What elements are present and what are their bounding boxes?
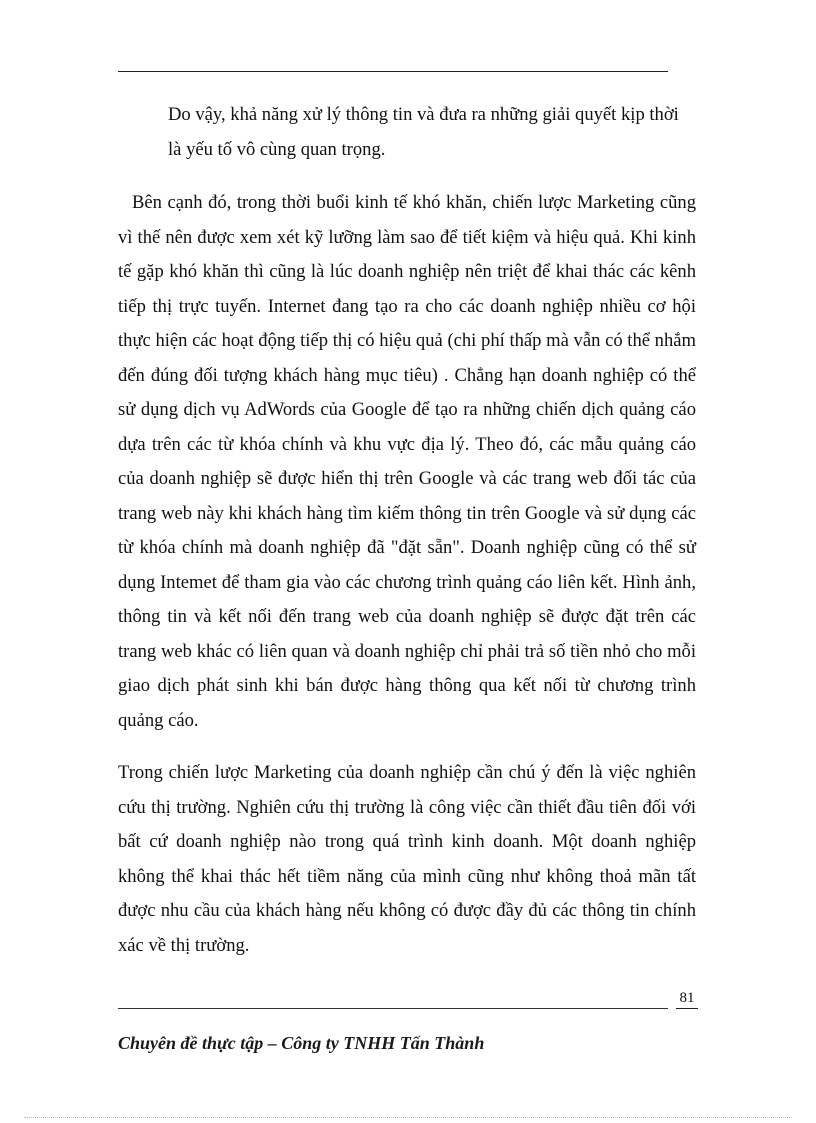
body-paragraph-2 (118, 186, 696, 738)
quote-line-1: Do vậy, khả năng xử lý thông tin và đưa ra những giải quyết kịp thời (168, 104, 679, 125)
footer-rule (118, 1008, 668, 1009)
header-rule (118, 71, 668, 72)
paragraph-2-text: Bên cạnh đó, trong thời buổi kinh tế khó khăn, chiến lược Marketing cũng vì thế nên được xem xét kỹ lưỡng làm sao để tiết kiệm và hiệu quả. Khi kinh tế gặp khó khăn thì cũng là lúc doanh nghiệp nên triệt để khai thác các kênh tiếp thị trực tuyến. Internet đang tạo ra cho các doanh nghiệp nhiều cơ hội thực hiện các hoạt động tiếp thị có hiệu quả (chi phí thấp mà vẫn có thể nhắm đến đúng đối tượng khách hàng mục tiêu) . Chẳng hạn doanh nghiệp có thể sử dụng dịch vụ AdWords của Google để tạo ra những chiến dịch quảng cáo dựa trên các từ khóa chính và khu vực địa lý. Theo đó, các mẫu quảng cáo của doanh nghiệp sẽ được hiển thị trên Google và các trang web đối tác của trang web này khi khách hàng tìm kiếm thông tin trên Google và sử dụng các từ khóa chính mà doanh nghiệp đã "đặt sẵn". Doanh nghiệp cũng có thể sử dụng Intemet để tham gia vào các chương trình quảng cáo liên kết. Hình ảnh, thông tin và kết nối đến trang web của doanh nghiệp sẽ được đặt trên các trang web khác có liên quan và doanh nghiệp chỉ phải trả số tiền nhỏ cho mỗi giao dịch phát sinh khi bán được hàng thông qua kết nối từ chương trình quảng cáo. (118, 192, 696, 731)
quote-block (168, 98, 696, 167)
page-number: 81 (676, 988, 698, 1009)
quote-line-2: là yếu tố vô cùng quan trọng. (168, 138, 386, 160)
footer-title: Chuyên đề thực tập – Công ty TNHH Tấn Thành (118, 1033, 485, 1053)
page-edge-divider (24, 1117, 792, 1118)
body-paragraph-3 (118, 756, 696, 963)
paragraph-3-text: Trong chiến lược Marketing của doanh nghiệp cần chú ý đến là việc nghiên cứu thị trường. Nghiên cứu thị trường là công việc cần thiết đầu tiên đối với bất cứ doanh nghiệp nào trong quá trình kinh doanh. Một doanh nghiệp không thể khai thác hết tiềm năng của mình cũng như không thoả mãn tất được nhu cầu của khách hàng nếu không có được đầy đủ các thông tin chính xác về thị trường. (118, 762, 696, 956)
